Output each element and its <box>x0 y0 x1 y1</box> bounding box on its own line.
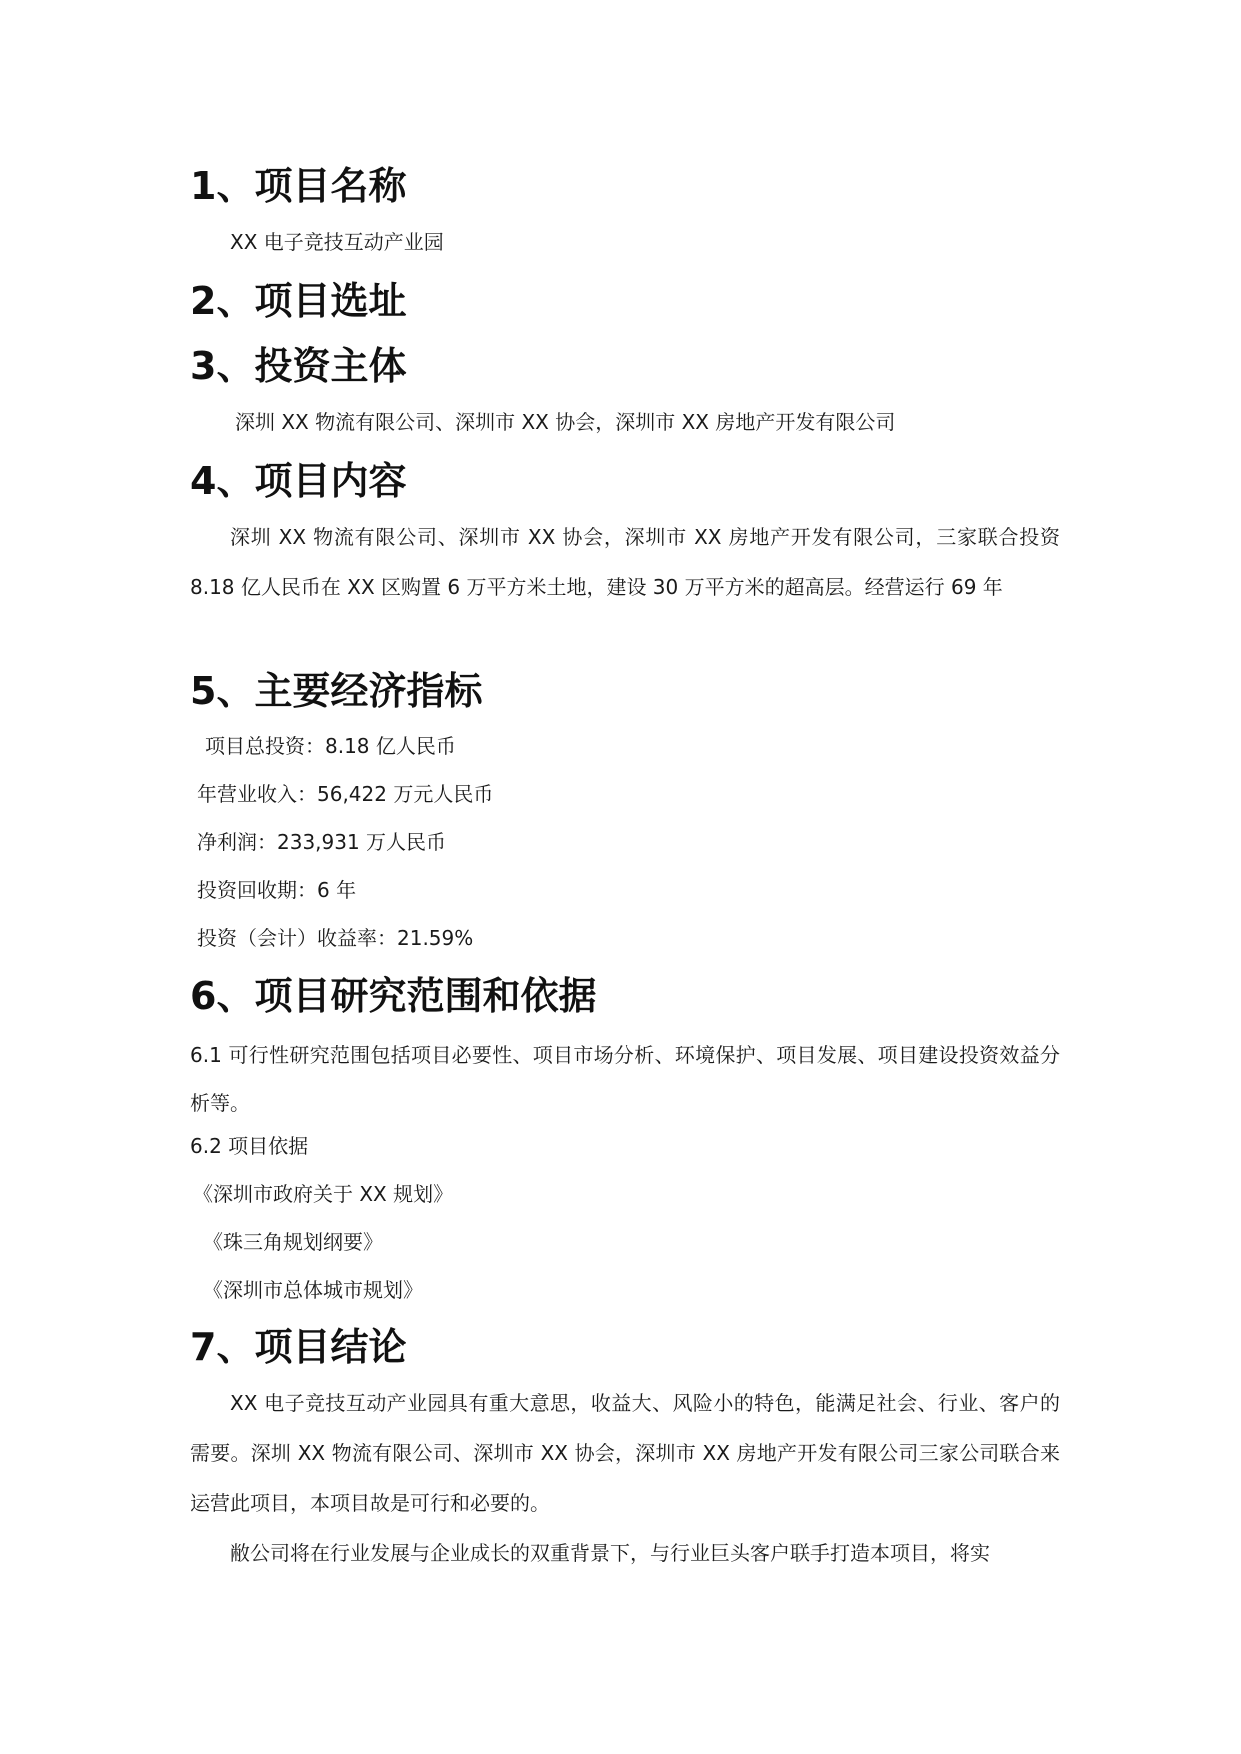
heading-project-content: 4、项目内容 <box>190 459 407 503</box>
indicator-total-investment: 项目总投资：8.18 亿人民币 <box>205 734 456 758</box>
indicator-payback-period: 投资回收期：6 年 <box>197 878 357 902</box>
heading-project-site: 2、项目选址 <box>190 279 407 323</box>
project-basis-label: 6.2 项目依据 <box>190 1134 309 1158</box>
basis-ref-2: 《珠三角规划纲要》 <box>203 1230 383 1254</box>
project-name-text: XX 电子竞技互动产业园 <box>230 230 444 254</box>
indicator-net-profit: 净利润：233,931 万人民币 <box>197 830 447 854</box>
basis-ref-1: 《深圳市政府关于 XX 规划》 <box>193 1182 454 1206</box>
heading-economic-indicators: 5、主要经济指标 <box>190 669 483 713</box>
heading-project-name: 1、项目名称 <box>190 164 407 208</box>
heading-research-scope: 6、项目研究范围和依据 <box>190 974 597 1018</box>
indicator-return-rate: 投资（会计）收益率：21.59% <box>197 926 474 950</box>
indicator-annual-revenue: 年营业收入：56,422 万元人民币 <box>197 782 494 806</box>
basis-ref-3: 《深圳市总体城市规划》 <box>203 1278 423 1302</box>
project-content-paragraph: 深圳 XX 物流有限公司、深圳市 XX 协会，深圳市 XX 房地产开发有限公司，三家联合投资 8.18 亿人民币在 XX 区购置 6 万平方米土地，建设 30 万平方米的超高层。经营运行 69 年 <box>190 525 1060 599</box>
heading-conclusion: 7、项目结论 <box>190 1325 407 1369</box>
heading-investors: 3、投资主体 <box>190 344 407 388</box>
research-scope-paragraph: 6.1 可行性研究范围包括项目必要性、项目市场分析、环境保护、项目发展、项目建设投资效益分析等。 <box>190 1043 1060 1115</box>
conclusion-paragraph-1: XX 电子竞技互动产业园具有重大意思，收益大、风险小的特色，能满足社会、行业、客户的需要。深圳 XX 物流有限公司、深圳市 XX 协会，深圳市 XX 房地产开发有限公司三家公司联合来运营此项目，本项目故是可行和必要的。 <box>190 1391 1060 1515</box>
conclusion-paragraph-2: 敝公司将在行业发展与企业成长的双重背景下，与行业巨头客户联手打造本项目，将实 <box>230 1541 990 1565</box>
investors-text: 深圳 XX 物流有限公司、深圳市 XX 协会，深圳市 XX 房地产开发有限公司 <box>235 410 896 434</box>
